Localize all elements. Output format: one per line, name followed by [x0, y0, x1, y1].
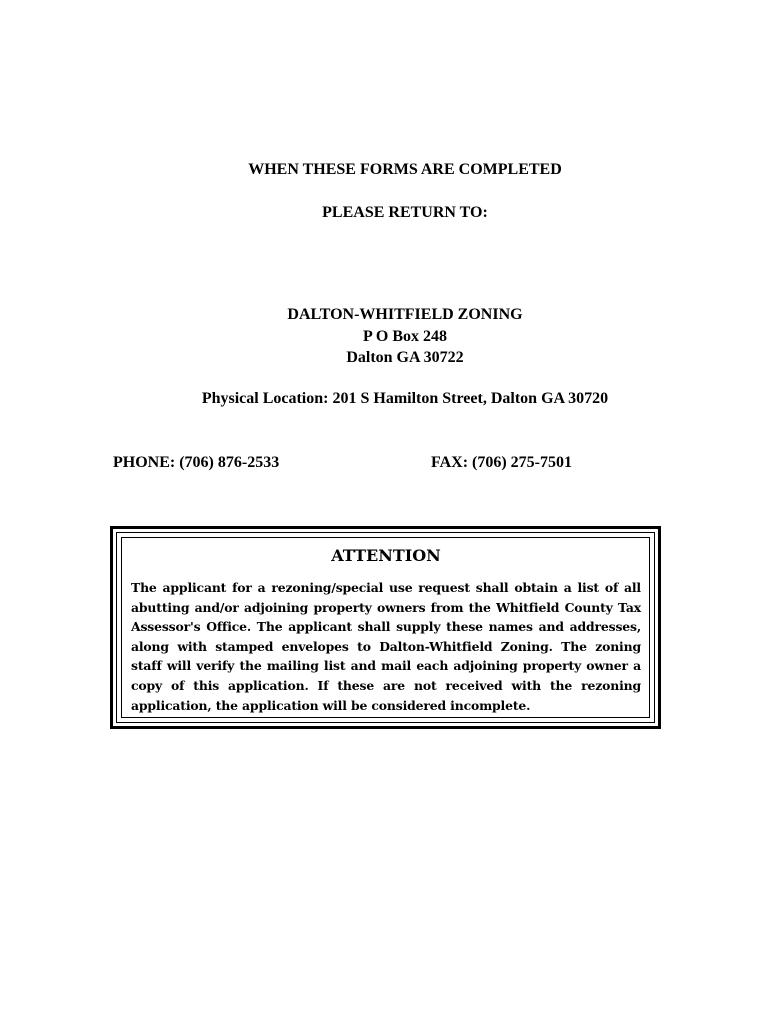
attention-title: ATTENTION [331, 546, 441, 565]
phone-number: PHONE: (706) 876-2533 [113, 454, 280, 471]
heading-please-return: PLEASE RETURN TO: [322, 204, 488, 221]
attention-box-content [121, 537, 650, 718]
attention-body-text: The applicant for a rezoning/special use request shall obtain a list of all abutting and/or adjoining property owners from the Whitfield County Tax Assessor's Office. The applicant shall supply these names and addresses, along with stamped envelopes to Dalton-Whitfield Zoning. The zoning staff will verify the mailing list and mail each adjoining property owner a copy of this application. If these are not received with the rezoning application, the application will be considered incomplete. [131, 580, 641, 713]
attention-box [110, 526, 661, 729]
city-state-zip: Dalton GA 30722 [346, 349, 464, 366]
attention-box-border [116, 532, 655, 723]
physical-location: Physical Location: 201 S Hamilton Street, Dalton GA 30720 [201, 390, 609, 407]
po-box: P O Box 248 [362, 328, 447, 345]
organization-name: DALTON-WHITFIELD ZONING [287, 306, 523, 323]
fax-number: FAX: (706) 275-7501 [431, 454, 573, 471]
heading-forms-completed: WHEN THESE FORMS ARE COMPLETED [248, 161, 562, 178]
